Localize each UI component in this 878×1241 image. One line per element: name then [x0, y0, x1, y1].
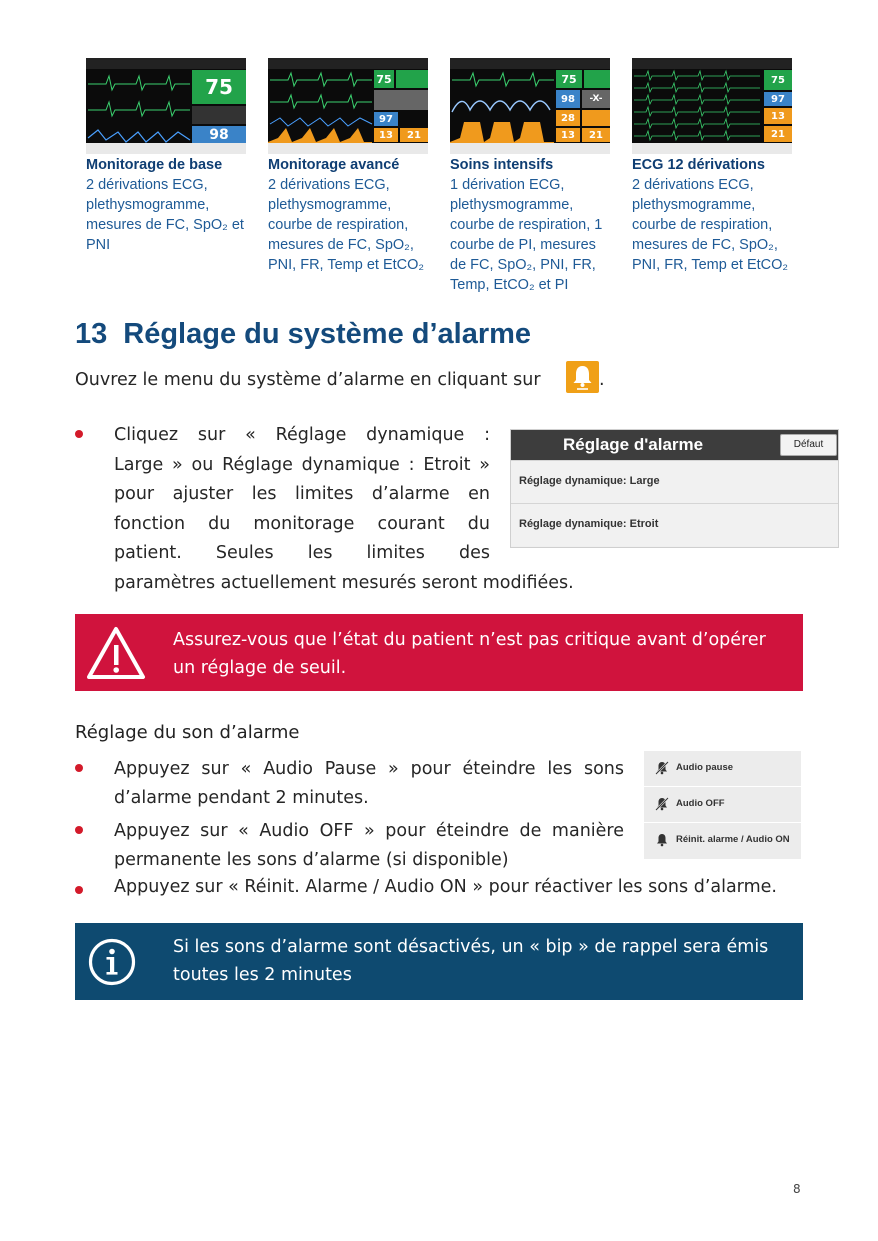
alarm-menu-button[interactable]	[566, 361, 599, 393]
caption-title: Soins intensifs	[450, 157, 554, 173]
bell-slash-icon	[654, 760, 670, 776]
heart-rate-value: 75	[376, 72, 392, 86]
option-label: Réglage dynamique: Etroit	[519, 518, 659, 530]
caption-advanced	[268, 155, 443, 275]
info-line: Si les sons d’alarme sont désactivés, un « bip » de rappel sera émis	[173, 937, 769, 957]
bullet-audio-pause-text	[114, 755, 624, 812]
monitor-bottom-bar	[632, 143, 792, 154]
monitor-bottom-bar	[268, 143, 428, 154]
spo2-tile	[764, 92, 792, 106]
monitor-screenshot-basic	[86, 58, 246, 154]
nibp-value: -X-	[589, 94, 603, 104]
bullet-dot	[75, 430, 83, 438]
info-icon	[87, 937, 137, 987]
bell-icon	[566, 361, 599, 393]
bullet-line: Appuyez sur « Audio Pause » pour éteindre les sons	[114, 759, 624, 779]
spo2-tile	[374, 112, 398, 126]
caption-line: courbe de PI, mesures	[450, 237, 596, 253]
alarm-settings-panel	[510, 429, 839, 548]
intro-text: Ouvrez le menu du système d’alarme en cliquant sur	[75, 370, 541, 390]
rr-value: 13	[561, 129, 575, 141]
reset-alarm-audio-on-button[interactable]	[644, 823, 801, 858]
bullet-audio-off-text	[114, 817, 624, 874]
caption-title: ECG 12 dérivations	[632, 157, 765, 173]
caption-line: 2 dérivations ECG,	[86, 177, 208, 193]
heart-rate-tile	[764, 70, 792, 90]
monitor-bottom-bar	[86, 143, 246, 154]
audio-off-label: Audio OFF	[676, 798, 725, 809]
monitor-bottom-bar	[450, 143, 610, 154]
bell-off-icon	[654, 796, 670, 812]
caption-line: plethysmogramme,	[86, 197, 210, 213]
spo2-tile	[556, 90, 580, 108]
bullet-dot	[75, 826, 83, 834]
spo2-value: 98	[209, 126, 229, 143]
heart-rate-tile	[556, 70, 582, 88]
heart-rate-value: 75	[205, 75, 233, 99]
monitor-screenshot-advanced	[268, 58, 428, 154]
etco2-value: 21	[589, 129, 603, 141]
caption-line: PNI, FR, Temp et EtCO₂	[632, 257, 789, 273]
warning-box	[75, 614, 803, 691]
warning-text	[173, 626, 793, 682]
caption-line: 1 dérivation ECG,	[450, 177, 565, 193]
etco2-value: 21	[771, 128, 785, 140]
audio-off-button[interactable]	[644, 787, 801, 823]
bell-icon	[654, 832, 670, 848]
param-tile	[396, 70, 428, 88]
warning-triangle-icon	[85, 624, 147, 682]
audio-pause-label: Audio pause	[676, 762, 734, 773]
section-title: Réglage du système d’alarme	[123, 318, 532, 350]
caption-line: courbe de respiration,	[632, 217, 773, 233]
caption-line: plethysmogramme,	[450, 197, 574, 213]
heart-rate-tile	[374, 70, 394, 88]
caption-title: Monitorage avancé	[268, 157, 400, 173]
option-label: Réglage dynamique: Large	[519, 475, 660, 487]
caption-line: Temp, EtCO₂ et PI	[450, 277, 569, 293]
bullet-line: permanente les sons d’alarme (si disponible)	[114, 849, 509, 870]
info-line: toutes les 2 minutes	[173, 965, 352, 985]
bullet-dynamic-text	[114, 421, 574, 598]
warning-line: Assurez-vous que l’état du patient n’est pas critique avant d’opérer	[173, 630, 766, 650]
bullet-dot	[75, 764, 83, 772]
caption-line: PNI	[86, 237, 111, 253]
bullet-line: patient. Seules les limites des	[114, 543, 490, 563]
caption-intensive	[450, 155, 625, 295]
caption-line: de FC, SpO₂, PNI, FR,	[450, 257, 596, 273]
etco2-tile	[764, 126, 792, 142]
bullet-line: Cliquez sur « Réglage dynamique :	[114, 425, 490, 445]
spo2-value: 97	[379, 113, 393, 125]
rr-tile	[764, 108, 792, 124]
etco2-tile	[400, 128, 428, 142]
heart-rate-value: 75	[771, 74, 785, 86]
pi-value: 28	[561, 112, 575, 124]
caption-line: courbe de respiration,	[268, 217, 409, 233]
section-heading	[75, 318, 531, 351]
audio-pause-button[interactable]	[644, 751, 801, 787]
nibp-tile	[582, 90, 610, 108]
bullet-audio-on-text	[114, 877, 777, 897]
caption-basic	[86, 155, 261, 255]
section-number: 13	[75, 318, 108, 350]
caption-line: 2 dérivations ECG,	[268, 177, 390, 193]
audio-controls-panel	[644, 751, 801, 859]
panel-title: Réglage d'alarme	[563, 435, 704, 454]
etco2-tile	[582, 128, 610, 142]
heart-rate-tile	[192, 70, 246, 104]
dynamic-narrow-option[interactable]	[511, 503, 838, 546]
bullet-dot	[75, 886, 83, 894]
caption-line: 2 dérivations ECG,	[632, 177, 754, 193]
reset-alarm-label: Réinit. alarme / Audio ON	[676, 834, 790, 845]
monitor-screenshot-ecg12	[632, 58, 792, 154]
caption-line: mesures de FC, SpO₂ et	[86, 217, 244, 233]
pi-tile	[556, 110, 580, 126]
rr-value: 13	[771, 110, 785, 122]
spo2-tile	[192, 126, 246, 143]
bullet-line: fonction du monitorage courant du	[114, 513, 490, 534]
monitor-screenshot-intensive	[450, 58, 610, 154]
caption-ecg12	[632, 155, 807, 275]
warning-line: un réglage de seuil.	[173, 658, 347, 678]
rr-tile	[556, 128, 580, 142]
bullet-line: Appuyez sur « Réinit. Alarme / Audio ON » pour réactiver les sons d’alarme.	[114, 877, 777, 897]
intro-end: .	[599, 370, 605, 390]
bullet-line: d’alarme pendant 2 minutes.	[114, 787, 369, 808]
heart-rate-value: 75	[561, 72, 577, 86]
spo2-value: 97	[771, 93, 785, 105]
nibp-tile	[192, 106, 246, 124]
bullet-line: Appuyez sur « Audio OFF » pour éteindre de manière	[114, 821, 624, 841]
caption-line: mesures de FC, SpO₂,	[268, 237, 414, 253]
dynamic-large-option[interactable]	[511, 460, 838, 503]
caption-line: plethysmogramme,	[632, 197, 756, 213]
caption-line: plethysmogramme,	[268, 197, 392, 213]
info-text	[173, 933, 798, 989]
info-box	[75, 923, 803, 1000]
etco2-value: 21	[407, 129, 421, 141]
rr-value: 13	[379, 129, 393, 141]
caption-title: Monitorage de base	[86, 157, 223, 173]
bullet-line: Large » ou Réglage dynamique : Etroit »	[114, 454, 490, 475]
nibp-tile	[374, 90, 428, 110]
rr-tile	[374, 128, 398, 142]
panel-header	[511, 430, 838, 460]
caption-line: courbe de respiration, 1	[450, 217, 603, 233]
caption-line: mesures de FC, SpO₂,	[632, 237, 778, 253]
bullet-line: pour ajuster les limites d’alarme en	[114, 484, 490, 504]
caption-line: PNI, FR, Temp et EtCO₂	[268, 257, 425, 273]
page-number: 8	[793, 1182, 801, 1196]
audio-subheading: Réglage du son d’alarme	[75, 722, 300, 743]
temp-tile	[582, 110, 610, 126]
param-tile	[584, 70, 610, 88]
bullet-line: paramètres actuellement mesurés seront modifiées.	[114, 572, 574, 593]
default-button[interactable]: Défaut	[780, 434, 837, 456]
spo2-value: 98	[561, 93, 575, 105]
